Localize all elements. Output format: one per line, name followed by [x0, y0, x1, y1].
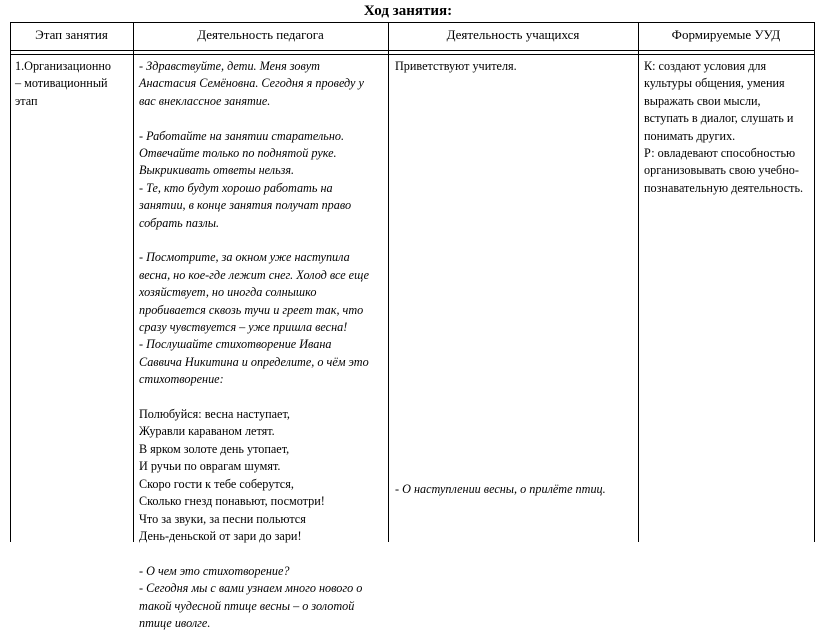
teacher-line: собрать пазлы. — [139, 215, 220, 230]
poem-line: День-деньской от зари до зари! — [139, 528, 302, 543]
column-divider-3 — [638, 22, 639, 542]
teacher-line: занятии, в конце занятия получат право — [139, 198, 352, 213]
uud-line: К: создают условия для — [644, 59, 767, 73]
header-students: Деятельность учащихся — [446, 27, 580, 42]
teacher-line: вас внеклассное занятие. — [139, 93, 271, 108]
teacher-line: пробивается сквозь тучи и греет так, что — [139, 302, 364, 317]
column-divider-2 — [388, 22, 389, 542]
teacher-line: - Послушайте стихотворение Ивана — [139, 337, 332, 352]
poem-line: В ярком золоте день утопает, — [139, 441, 290, 456]
stage-line: – мотивационный — [15, 76, 108, 91]
teacher-line: - Здравствуйте, дети. Меня зовут — [139, 59, 320, 73]
table-right-border — [814, 22, 815, 542]
teacher-line: - Сегодня мы с вами узнаем много нового о — [139, 581, 363, 596]
students-cell — [395, 58, 517, 75]
header-bottom-border — [10, 50, 814, 51]
teacher-line: Выкрикивать ответы нельзя. — [139, 163, 295, 178]
table-top-border — [10, 22, 814, 23]
uud-line: вступать в диалог, слушать и — [644, 111, 794, 126]
uud-line: культуры общения, умения — [644, 76, 785, 91]
uud-line: Р: овладевают способностью — [644, 146, 796, 161]
teacher-line: хозяйствует, но иногда солнышко — [139, 285, 317, 300]
column-divider-1 — [133, 22, 134, 542]
uud-line: понимать других. — [644, 128, 736, 143]
header-divider — [10, 54, 814, 55]
teacher-line: Саввича Никитина и определите, о чём это — [139, 354, 369, 369]
stage-cell — [15, 58, 111, 110]
header-uud: Формируемые УУД — [671, 27, 781, 42]
uud-line: познавательную деятельность. — [644, 180, 804, 195]
stage-line: 1.Организационно — [15, 59, 111, 73]
table-left-border — [10, 22, 11, 542]
teacher-line: весна, но кое-где лежит снег. Холод все еще — [139, 267, 370, 282]
teacher-line: Анастасия Семёновна. Сегодня я проведу у — [139, 76, 364, 91]
teacher-line: Отвечайте только по поднятой руке. — [139, 146, 337, 161]
poem-line: Полюбуйся: весна наступает, — [139, 407, 290, 422]
teacher-line: сразу чувствуется – уже пришла весна! — [139, 320, 348, 335]
teacher-line: такой чудесной птице весны – о золотой — [139, 598, 355, 613]
uud-cell — [644, 58, 803, 197]
teacher-cell — [139, 58, 369, 632]
poem-line: Что за звуки, за песни польются — [139, 511, 306, 526]
header-teacher: Деятельность педагога — [197, 27, 324, 42]
teacher-line: птице иволге. — [139, 615, 211, 630]
poem-line: Скоро гости к тебе соберутся, — [139, 476, 294, 491]
poem-line: Сколько гнезд понавьют, посмотри! — [139, 494, 325, 509]
page-title: Ход занятия: — [363, 3, 453, 19]
poem-line: И ручьи по оврагам шумят. — [139, 459, 281, 474]
teacher-line: стихотворение: — [139, 372, 224, 387]
uud-line: выражать свои мысли, — [644, 93, 761, 108]
poem-line: Журавли караваном летят. — [139, 424, 275, 439]
stage-line: этап — [15, 93, 38, 108]
teacher-line: - О чем это стихотворение? — [139, 563, 290, 578]
students-answer: - О наступлении весны, о прилёте птиц. — [395, 482, 606, 496]
students-greet: Приветствуют учителя. — [395, 59, 517, 73]
uud-line: организовывать свою учебно- — [644, 163, 799, 178]
teacher-line: - Посмотрите, за окном уже наступила — [139, 250, 350, 265]
header-stage: Этап занятия — [35, 27, 108, 42]
teacher-line: - Работайте на занятии старательно. — [139, 128, 345, 143]
teacher-line: - Те, кто будут хорошо работать на — [139, 180, 333, 195]
